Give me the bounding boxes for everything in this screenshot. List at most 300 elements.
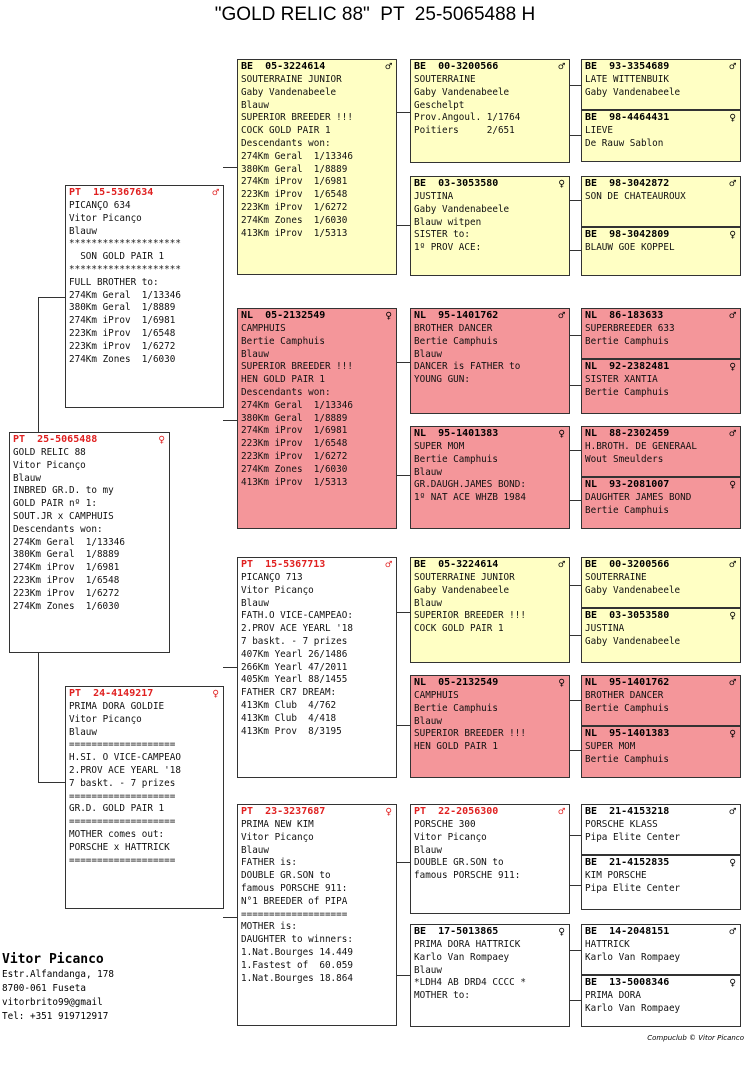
pigeon-card-gen2 [237,308,397,529]
pedigree-line: Vitor Picanço [69,212,142,224]
pedigree-line: 274Km iProv 1/6981 [69,315,176,327]
pedigree-line: FATHER is: [241,857,297,869]
pedigree-line: KIM PORSCHE [585,870,647,881]
female-icon: ♀ [729,976,736,989]
pedigree-line: Gaby Vandenabeele [585,584,681,596]
ring-label: BE 21-4152835 [585,857,670,868]
ring-number [238,309,396,323]
pedigree-line: Descendants won: [241,137,331,149]
pedigree-line: 274Km Zones 1/6030 [241,214,348,226]
connector-line [569,585,581,586]
pedigree-line: Vitor Picanço [69,713,142,725]
pigeon-card-gen4 [581,110,741,162]
pedigree-line: 223Km iProv 1/6272 [69,340,176,352]
pedigree-line: Blauw [414,466,442,478]
pedigree-line: Blauw [241,597,269,609]
ring-label: NL 93-2081007 [585,479,670,490]
pedigree-line: Pipa Elite Center [585,831,681,843]
pedigree-line: 7 baskt. - 7 prizes [69,777,176,789]
connector-line [569,385,581,386]
pedigree-line: =================== [69,790,176,802]
pedigree-line: Blauw [241,99,269,111]
pedigree-line: 274Km Zones 1/6030 [13,600,120,612]
pigeon-card-gen3 [410,924,570,1027]
connector-line [569,635,581,636]
pigeon-card-gen4 [581,975,741,1027]
pigeon-card-gen3 [410,176,570,276]
pigeon-card-gen2 [237,557,397,778]
pedigree-line: SUPERIOR BREEDER !!! [414,610,526,622]
pigeon-card-gen4 [581,426,741,477]
ring-number [582,60,740,74]
pedigree-line: BLAUW GOE KOPPEL [585,242,675,253]
pedigree-line: 1.Nat.Bourges 18.864 [241,972,353,984]
pedigree-line: Poitiers 2/651 [414,125,515,137]
pedigree-line: 1º NAT ACE WHZB 1984 [414,492,526,504]
male-icon: ♂ [729,805,736,818]
pedigree-line: SOUTERRAINE JUNIOR [241,74,342,85]
ring-label: BE 93-3354689 [585,61,670,72]
ring-label: BE 03-3053580 [585,610,670,621]
ring-number [66,687,223,701]
pedigree-line: SOUTERRAINE JUNIOR [414,572,515,583]
pigeon-card-gen4 [581,608,741,663]
ring-number [66,186,223,200]
ring-label: BE 00-3200566 [585,559,670,570]
connector-line [38,297,39,432]
connector-line [223,420,237,421]
ring-label: BE 13-5008346 [585,977,670,988]
pedigree-line: 2.PROV ACE YEARL '18 [241,623,353,635]
pedigree-line: Bertie Camphuis [414,702,498,714]
connector-line [569,950,581,951]
pedigree-line: 223Km iProv 1/6272 [13,587,120,599]
pigeon-card-gen4 [581,227,741,276]
ring-label: BE 05-3224614 [241,61,326,72]
ring-number [238,60,396,74]
pigeon-card-gen4 [581,176,741,227]
pedigree-line: Blauw [69,225,97,237]
pedigree-line: PRIMA DORA [585,990,641,1001]
pedigree-line: PICANÇO 634 [69,200,131,211]
pedigree-line: SUPERIOR BREEDER !!! [241,112,353,124]
ring-number [10,433,169,447]
female-icon: ♀ [558,925,565,938]
pedigree-line: Vitor Picanço [241,831,314,843]
owner-block [2,952,114,1024]
pedigree-line: PICANÇO 713 [241,572,303,583]
pedigree-line: 380Km Geral 1/8889 [13,549,120,561]
pedigree-line: FULL BROTHER to: [69,276,159,288]
connector-line [396,112,410,113]
pedigree-line: SISTER XANTIA [585,374,658,385]
pedigree-line: PRIMA NEW KIM [241,819,314,830]
pedigree-line: ******************** [69,238,181,250]
ring-number [582,478,740,492]
ring-number [582,111,740,125]
connector-line [38,297,65,298]
pedigree-line: SUPERBREEDER 633 [585,323,675,334]
pedigree-line: COCK GOLD PAIR 1 [241,125,331,137]
pedigree-line: ******************** [69,263,181,275]
pedigree-line: SUPER MOM [585,741,636,752]
pedigree-line: 223Km iProv 1/6272 [241,450,348,462]
pedigree-line: 274Km Geral 1/13346 [13,536,125,548]
female-icon: ♀ [558,676,565,689]
pedigree-line: 1.Fastest of 60.059 [241,959,353,971]
pedigree-line: Bertie Camphuis [585,753,669,765]
ring-label: NL 86-183633 [585,310,664,321]
pedigree-line: 380Km Geral 1/8889 [241,412,348,424]
ring-number [411,309,569,323]
ring-label: NL 88-2302459 [585,428,670,439]
male-icon: ♂ [212,186,219,199]
ring-label: PT 25-5065488 [13,434,98,445]
pedigree-line: MOTHER is: [241,921,297,933]
connector-line [569,700,581,701]
pedigree-line: Gaby Vandenabeele [585,86,681,98]
connector-line [396,725,410,726]
pigeon-card-sire [65,185,224,408]
pedigree-line: Gaby Vandenabeele [414,584,510,596]
connector-line [569,335,581,336]
pedigree-line: 274Km Zones 1/6030 [69,353,176,365]
pedigree-line: HATTRICK [585,939,630,950]
pedigree-line: Pipa Elite Center [585,882,681,894]
ring-number [582,925,740,939]
ring-label: BE 00-3200566 [414,61,499,72]
pedigree-line: 223Km iProv 1/6548 [241,189,348,201]
ring-number [238,558,396,572]
pigeon-card-gen2 [237,804,397,1026]
pedigree-line: JUSTINA [585,623,625,634]
ring-label: NL 05-2132549 [241,310,326,321]
pedigree-line: Descendants won: [13,523,103,535]
pigeon-card-gen3 [410,426,570,529]
male-icon: ♂ [558,558,565,571]
ring-label: NL 95-1401383 [414,428,499,439]
connector-line [569,135,581,136]
ring-label: BE 17-5013865 [414,926,499,937]
pedigree-line: Bertie Camphuis [414,453,498,465]
pedigree-line: Bertie Camphuis [414,335,498,347]
connector-line [396,975,410,976]
pedigree-line: INBRED GR.D. to my [13,485,114,497]
male-icon: ♂ [558,309,565,322]
pigeon-card-gen4 [581,59,741,110]
pedigree-line: Blauw [13,472,41,484]
ring-number [582,609,740,623]
ring-label: NL 95-1401762 [414,310,499,321]
pedigree-line: Vitor Picanço [241,584,314,596]
pedigree-line: 274Km Zones 1/6030 [241,463,348,475]
pedigree-line: H.SI. O VICE-CAMPEAO [69,752,181,764]
female-icon: ♀ [158,433,165,446]
ring-label: PT 22-2056300 [414,806,499,817]
pedigree-line: LIEVE [585,125,613,136]
pedigree-line: Blauw [414,715,442,727]
ring-number [582,976,740,990]
ring-label: NL 95-1401762 [585,677,670,688]
ring-number [411,60,569,74]
connector-line [223,167,237,168]
pedigree-line: CAMPHUIS [241,323,286,334]
pedigree-line: BROTHER DANCER [414,323,493,334]
connector-line [569,1000,581,1001]
pedigree-line: Gaby Vandenabeele [414,86,510,98]
pedigree-line: SON GOLD PAIR 1 [69,251,165,263]
pedigree-line: PRIMA DORA GOLDIE [69,701,165,712]
pedigree-line: Gaby Vandenabeele [585,635,681,647]
pedigree-line: 413Km Club 4/418 [241,712,337,724]
footer-credit: Compuclub © Vitor Picanco [647,1034,744,1042]
pedigree-line: 223Km iProv 1/6548 [69,327,176,339]
connector-line [569,885,581,886]
pigeon-card-gen4 [581,308,741,359]
connector-line [396,225,410,226]
pedigree-line: MOTHER comes out: [69,828,165,840]
pedigree-line: SUPERIOR BREEDER !!! [414,728,526,740]
pedigree-line: Geschelpt [414,99,465,111]
pedigree-line: =================== [69,854,176,866]
male-icon: ♂ [729,676,736,689]
pigeon-card-gen4 [581,804,741,855]
ring-label: NL 92-2382481 [585,361,670,372]
male-icon: ♂ [729,177,736,190]
pedigree-line: Karlo Van Rompaey [585,951,681,963]
pedigree-line: DANCER is FATHER to [414,361,521,373]
ring-label: BE 21-4153218 [585,806,670,817]
connector-line [223,917,237,918]
ring-number [411,427,569,441]
pigeon-card-gen4 [581,675,741,726]
pedigree-line: 223Km iProv 1/6548 [13,574,120,586]
pigeon-card-gen4 [581,359,741,414]
pedigree-line: SON DE CHATEAUROUX [585,191,686,202]
pigeon-card-gen4 [581,477,741,529]
pigeon-card-gen4 [581,924,741,975]
connector-line [569,750,581,751]
pedigree-line: LATE WITTENBUIK [585,74,669,85]
ring-number [411,177,569,191]
pedigree-line: HEN GOLD PAIR 1 [241,374,325,386]
pedigree-line: PORSCHE KLASS [585,819,658,830]
male-icon: ♂ [729,558,736,571]
pedigree-line: =================== [241,908,348,920]
pedigree-line: 413Km Club 4/762 [241,699,337,711]
ring-number [411,805,569,819]
pedigree-line: 223Km iProv 1/6548 [241,438,348,450]
ring-number [411,925,569,939]
pedigree-line: 1º PROV ACE: [414,242,482,254]
pigeon-card-dam [65,686,224,909]
ring-number [582,360,740,374]
female-icon: ♀ [729,609,736,622]
pedigree-line: De Rauw Sablon [585,137,664,149]
pedigree-line: GR.DAUGH.JAMES BOND: [414,479,526,491]
pedigree-line: 274Km iProv 1/6981 [13,562,120,574]
pedigree-line: 274Km Geral 1/13346 [241,399,353,411]
pedigree-line: N°1 BREEDER of PIPA [241,895,348,907]
female-icon: ♀ [385,309,392,322]
male-icon: ♂ [729,309,736,322]
pigeon-card-gen4 [581,726,741,778]
pedigree-line: COCK GOLD PAIR 1 [414,623,504,635]
pedigree-line: 2.PROV ACE YEARL '18 [69,764,181,776]
owner-name: Vitor Picanco [2,952,104,967]
pedigree-line: 413Km iProv 1/5313 [241,227,348,239]
pedigree-line: SUPER MOM [414,441,465,452]
pedigree-line: 7 baskt. - 7 prizes [241,635,348,647]
ring-number [582,309,740,323]
pedigree-line: Blauw [69,726,97,738]
female-icon: ♀ [729,111,736,124]
pedigree-line: DOUBLE GR.SON to [414,857,504,869]
pedigree-line: Vitor Picanço [13,459,86,471]
connector-line [38,652,39,782]
connector-line [223,667,237,668]
pigeon-card-gen3 [410,675,570,778]
pedigree-line: YOUNG GUN: [414,374,470,386]
female-icon: ♀ [729,360,736,373]
pedigree-line: Vitor Picanço [414,831,487,843]
pedigree-line: Blauw [414,348,442,360]
connector-line [569,250,581,251]
pedigree-line: BROTHER DANCER [585,690,664,701]
pedigree-line: Bertie Camphuis [585,504,669,516]
pedigree-line: Blauw [241,348,269,360]
pedigree-line: GOLD RELIC 88 [13,447,86,458]
male-icon: ♂ [385,60,392,73]
female-icon: ♀ [729,478,736,491]
pigeon-card-gen2 [237,59,397,275]
pigeon-card-gen3 [410,59,570,163]
pedigree-line: SISTER to: [414,229,470,241]
pedigree-line: FATHER CR7 DREAM: [241,687,337,699]
pedigree-line: SUPERIOR BREEDER !!! [241,361,353,373]
pedigree-line: =================== [69,739,176,751]
pedigree-line: =================== [69,816,176,828]
pedigree-line: H.BROTH. DE GENERAAL [585,441,697,452]
ring-label: BE 14-2048151 [585,926,670,937]
pedigree-line: 407Km Yearl 26/1486 [241,648,348,660]
pigeon-card-gen4 [581,557,741,608]
pedigree-line: 380Km Geral 1/8889 [241,163,348,175]
pedigree-line: 223Km iProv 1/6272 [241,201,348,213]
male-icon: ♂ [385,558,392,571]
pedigree-line: 274Km Geral 1/13346 [241,150,353,162]
connector-line [38,782,65,783]
connector-line [569,450,581,451]
ring-label: PT 23-3237687 [241,806,326,817]
pedigree-line: Gaby Vandenabeele [414,203,510,215]
pedigree-line: Bertie Camphuis [585,335,669,347]
pedigree-line: GOLD PAIR nº 1: [13,498,97,510]
female-icon: ♀ [558,177,565,190]
female-icon: ♀ [212,687,219,700]
pedigree-line: famous PORSCHE 911: [241,882,348,894]
female-icon: ♀ [729,856,736,869]
pedigree-line: Bertie Camphuis [241,335,325,347]
ring-label: BE 98-3042872 [585,178,670,189]
pedigree-line: Bertie Camphuis [585,386,669,398]
owner-email: vitorbrito99@gmail [2,997,103,1008]
pedigree-line: SOUTERRAINE [585,572,647,583]
male-icon: ♂ [729,925,736,938]
pedigree-line: SOUT.JR x CAMPHUIS [13,510,114,522]
pedigree-line: JUSTINA [414,191,454,202]
owner-city: 8700-061 Fuseta [2,983,86,994]
ring-number [582,177,740,191]
pedigree-line: Bertie Camphuis [585,702,669,714]
pedigree-line: PORSCHE 300 [414,819,476,830]
ring-number [582,558,740,572]
pedigree-line: Blauw [414,597,442,609]
female-icon: ♀ [385,805,392,818]
pigeon-card-gen3 [410,308,570,414]
pedigree-line: Blauw [241,844,269,856]
pedigree-line: Karlo Van Rompaey [585,1002,681,1014]
pedigree-line: MOTHER to: [414,990,470,1002]
pedigree-line: 274Km iProv 1/6981 [241,176,348,188]
ring-label: PT 15-5367713 [241,559,326,570]
ring-label: NL 95-1401383 [585,728,670,739]
pedigree-line: Blauw [414,964,442,976]
connector-line [396,612,410,613]
pedigree-line: CAMPHUIS [414,690,459,701]
connector-line [396,862,410,863]
pedigree-line: 413Km iProv 1/5313 [241,476,348,488]
pedigree-line: Karlo Van Rompaey [414,951,510,963]
pedigree-line: PRIMA DORA HATTRICK [414,939,521,950]
connector-line [569,200,581,201]
pedigree-line: 1.Nat.Bourges 14.449 [241,946,353,958]
pigeon-card-gen4 [581,855,741,910]
connector-line [569,500,581,501]
pedigree-line: 266Km Yearl 47/2011 [241,661,348,673]
ring-label: PT 15-5367634 [69,187,154,198]
pedigree-line: FATH.O VICE-CAMPEAO: [241,610,353,622]
ring-label: NL 05-2132549 [414,677,499,688]
ring-label: BE 03-3053580 [414,178,499,189]
ring-label: BE 98-3042809 [585,229,670,240]
pigeon-card-gen3 [410,557,570,663]
pedigree-line: DAUGHTER to winners: [241,934,353,946]
pedigree-line: GR.D. GOLD PAIR 1 [69,803,165,815]
ring-label: PT 24-4149217 [69,688,154,699]
ring-number [582,856,740,870]
pedigree-line: 413Km Prov 8/3195 [241,725,342,737]
pedigree-line: Blauw [414,844,442,856]
pedigree-line: HEN GOLD PAIR 1 [414,741,498,753]
female-icon: ♀ [729,727,736,740]
pedigree-line: 274Km iProv 1/6981 [241,425,348,437]
ring-number [582,727,740,741]
male-icon: ♂ [729,427,736,440]
pedigree-line: 380Km Geral 1/8889 [69,302,176,314]
pigeon-card-gen3 [410,804,570,914]
connector-line [569,85,581,86]
ring-number [411,558,569,572]
pedigree-line: DAUGHTER JAMES BOND [585,492,692,503]
pedigree-line: Gaby Vandenabeele [241,86,337,98]
female-icon: ♀ [729,228,736,241]
ring-number [582,676,740,690]
ring-number [582,228,740,242]
pedigree-line: SOUTERRAINE [414,74,476,85]
connector-line [569,835,581,836]
ring-label: BE 05-3224614 [414,559,499,570]
